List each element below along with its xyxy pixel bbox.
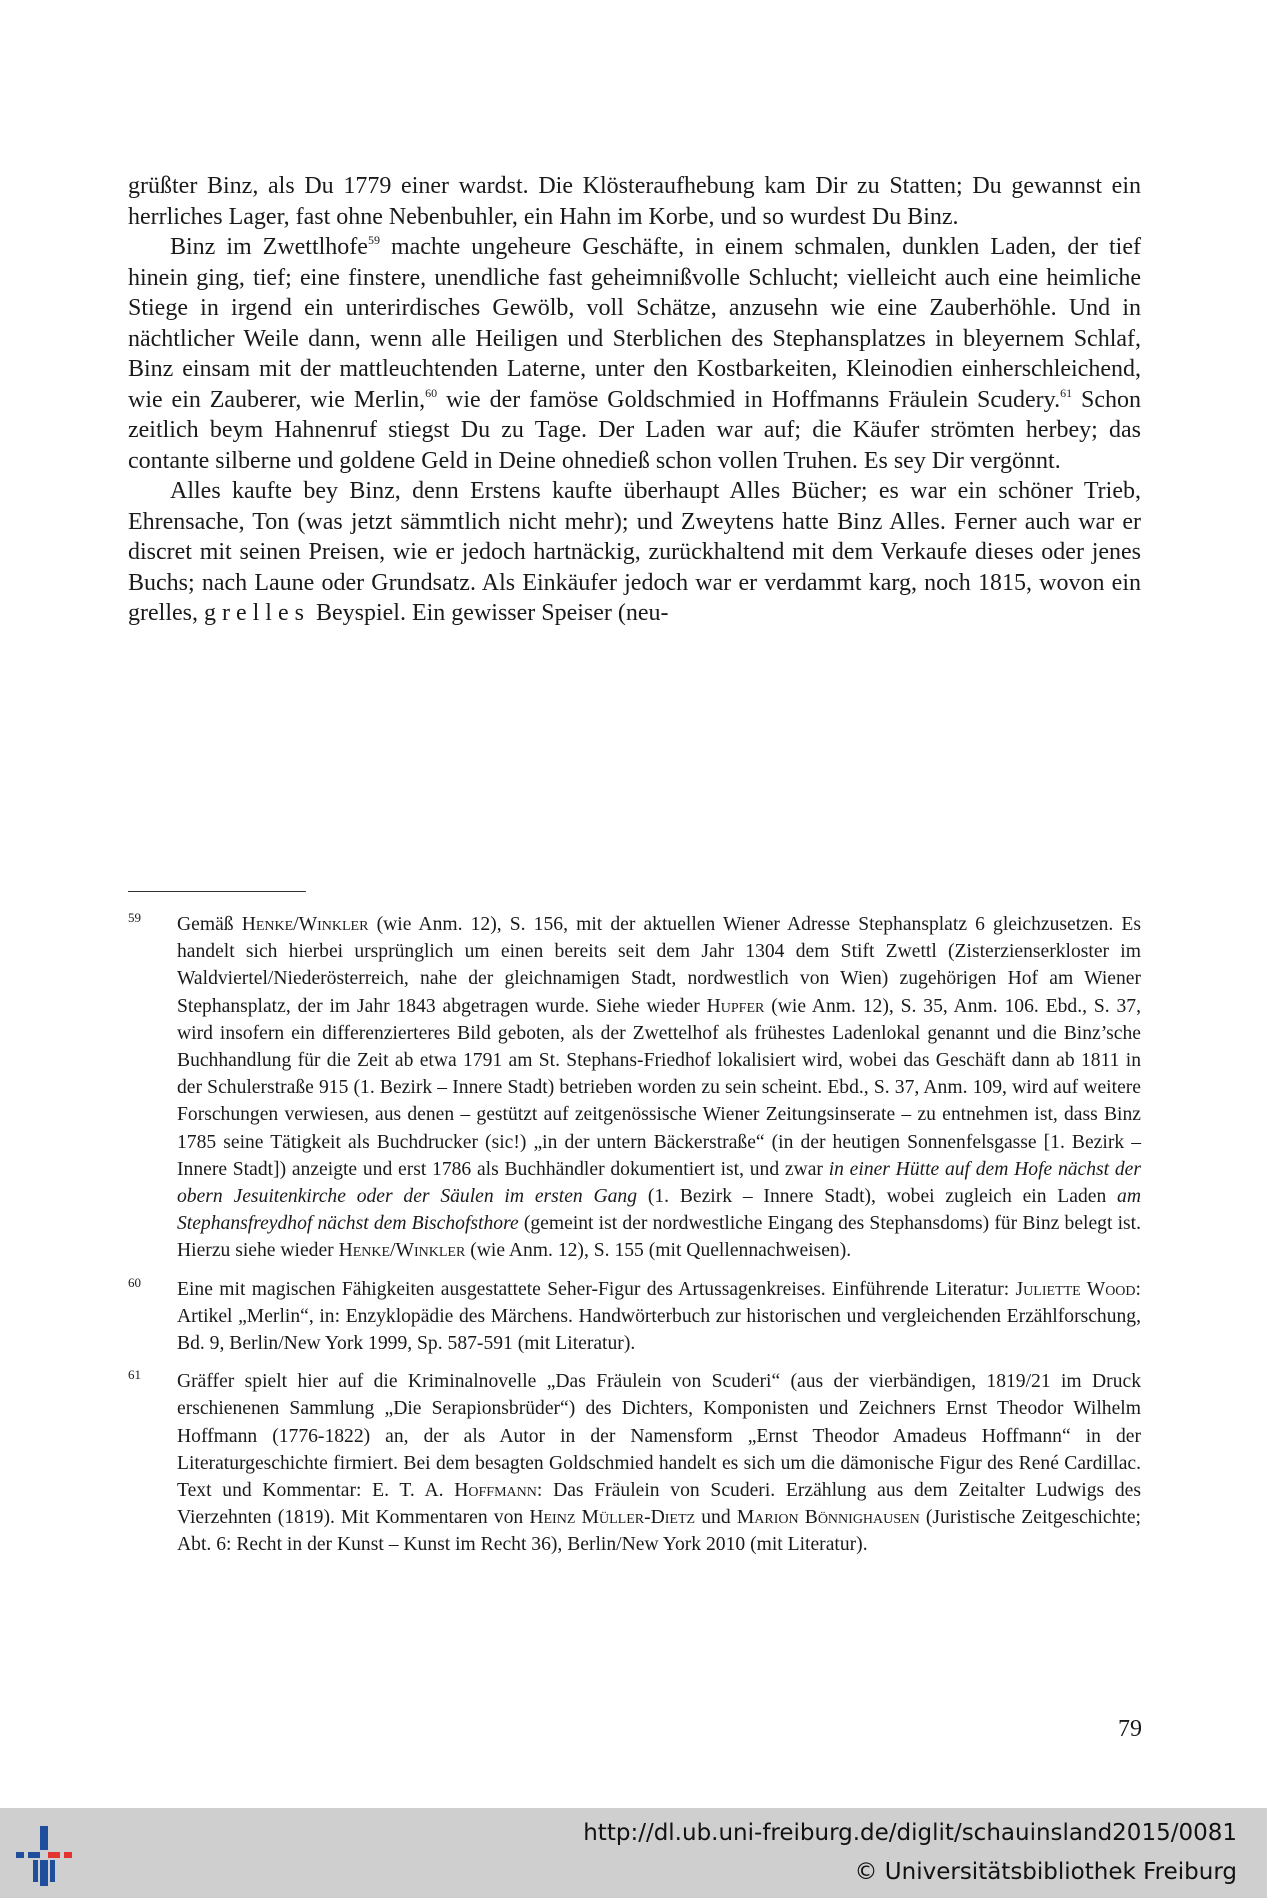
footnote-ref[interactable]: 59 (367, 233, 380, 247)
ub-freiburg-logo-icon (14, 1822, 80, 1888)
footnote-divider (128, 891, 306, 892)
spaced-emphasis: grelles (203, 600, 310, 626)
footnote-number: 59 (128, 910, 141, 925)
footnote-number: 60 (128, 1274, 141, 1290)
paragraph: Alles kaufte bey Binz, denn Erstens kaufte überhaupt Alles Bücher; es war ein schöner Trieb, Ehrensache, Ton (was jetzt sämmtlich nicht mehr); und Zweytens hatte Binz Alles. Ferner auch war er discret mit seinen Preisen, wie er jedoch hartnäckig, zurückhaltend mit dem Verkaufe dieses oder jenes Buchs; nach Laune oder Grundsatz. Als Einkäufer jedoch war er verdammt karg, noch 1815, wovon ein grelles, grelles Beyspiel. Ein gewisser Speiser (neu- (128, 478, 1141, 626)
footnote-number: 61 (128, 1367, 141, 1383)
footnote-ref[interactable]: 61 (1060, 385, 1073, 400)
copyright-notice: © Universitätsbibliothek Freiburg (854, 1859, 1237, 1885)
paragraph: grüßter Binz, als Du 1779 einer wardst. Die Klösteraufhebung kam Dir zu Statten; Du gewannst ein herrliches Lager, fast ohne Nebenbuhler, ein Hahn im Korbe, und so wurdest Du Binz. (128, 173, 1141, 230)
main-text (128, 171, 1141, 629)
footnote-60: 60 Eine mit magischen Fähigkeiten ausgestattete Seher-Figur des Artussagenkreises. Einführende Literatur: Juliette Wood: Artikel „Merlin“, in: Enzyklopädie des Märchens. Handwörterbuch zur historischen und vergleichenden Erzählforschung, Bd. 9, Berlin/New York 1999, Sp. 587-591 (mit Literatur). (128, 1274, 1141, 1355)
page-number: 79 (1118, 1716, 1142, 1742)
footnote-ref[interactable]: 60 (425, 385, 438, 400)
source-url[interactable]: http://dl.ub.uni-freiburg.de/diglit/schauinsland2015/0081 (583, 1820, 1237, 1846)
footnote-61: 61 Gräffer spielt hier auf die Kriminalnovelle „Das Fräulein von Scuderi“ (aus der vierbändigen, 1819/21 im Druck erschienenen Sammlung „Die Serapionsbrüder“) des Dichters, Komponisten und Zeichners Ernst Theodor Wilhelm Hoffmann (1776-1822) an, der als Autor in der Namensform „Ernst Theodor Amadeus Hoffmann“ in der Literaturgeschichte firmiert. Bei dem besagten Goldschmied handelt es sich um die dämonische Figur des René Cardillac. Text und Kommentar: E. T. A. Hoffmann: Das Fräulein von Scuderi. Erzählung aus dem Zeitalter Ludwigs des Vierzehnten (1819). Mit Kommentaren von Heinz Müller-Dietz und Marion Bönnighausen (Juristische Zeitgeschichte; Abt. 6: Recht in der Kunst – Kunst im Recht 36), Berlin/New York 2010 (mit Literatur). (128, 1367, 1142, 1556)
footer-bar (0, 1808, 1267, 1898)
footnotes (128, 911, 1141, 1570)
paragraph: Binz im Zwettlhofe$^{59}$ machte ungeheure Geschäfte, in einem schmalen, dunklen Laden, der tief hinein ging, tief; eine finstere, unendliche fast geheimnißvolle Schlucht; vielleicht auch eine heimliche Stiege in irgend ein unterirdisches Gewölb, voll Schätze, anzusehn wie eine Zauberhöhle. Und in nächtlicher Weile dann, wenn alle Heiligen und Sterblichen des Stephansplatzes in bleyernem Schlaf, Binz einsam mit der mattleuchtenden Laterne, unter den Kostbarkeiten, Kleinodien einherschleichend, wie ein Zauberer, wie Merlin,$^{60}$ wie der famöse Goldschmied in Hoffmanns Fräulein Scudery.$^{61}$ Schon zeitlich beym Hahnenruf stiegst Du zu Tage. Der Laden war auf; die Käufer strömten herbey; das contante silberne und goldene Geld in Deine ohnedieß schon vollen Truhen. Es sey Dir vergönnt. (128, 233, 1141, 474)
footnote-59: 59 Gemäß Henke/Winkler (wie Anm. 12), S. 156, mit der aktuellen Wiener Adresse Stephansplatz 6 gleichzusetzen. Es handelt sich hierbei ursprünglich um einen bereits seit dem Jahr 1304 dem Stift Zwettl (Zisterzienserkloster im Waldviertel/Niederösterreich, nahe der gleichnamigen Stadt, nordwestlich von Wien) zugehörigen Hof am Wiener Stephansplatz, der im Jahr 1843 abgetragen wurde. Siehe wieder Hupfer (wie Anm. 12), S. 35, Anm. 106. Ebd., S. 37, wird insofern ein differenzierteres Bild geboten, als der Zwettelhof als frühestes Ladenlokal genannt und die Binz’sche Buchhandlung für die Zeit ab etwa 1791 am St. Stephans-Friedhof lokalisiert wird, wobei das Geschäft dann ab 1811 in der Schulerstraße 915 (1. Bezirk – Innere Stadt) betrieben worden zu sein scheint. Ebd., S. 37, Anm. 109, wird auf weitere Forschungen verwiesen, aus denen – gestützt auf zeitgenössische Wiener Zeitungsinserate – zu entnehmen ist, dass Binz 1785 seine Tätigkeit als Buchdrucker (sic!) „in der untern Bäckerstraße“ (in der heutigen Sonnenfelsgasse [1. Bezirk – Innere Stadt]) anzeigte und erst 1786 als Buchhändler dokumentiert ist, und zwar in einer Hütte auf dem Hofe nächst der obern Jesuitenkirche oder der Säulen im ersten Gang (1. Bezirk – Innere Stadt), wobei zugleich ein Laden am Stephansfreydhof nächst dem Bischofsthore (gemeint ist der nordwestliche Eingang des Stephansdoms) für Binz belegt ist. Hierzu siehe wieder Henke/Winkler (wie Anm. 12), S. 155 (mit Quellennachweisen). (128, 910, 1141, 1262)
